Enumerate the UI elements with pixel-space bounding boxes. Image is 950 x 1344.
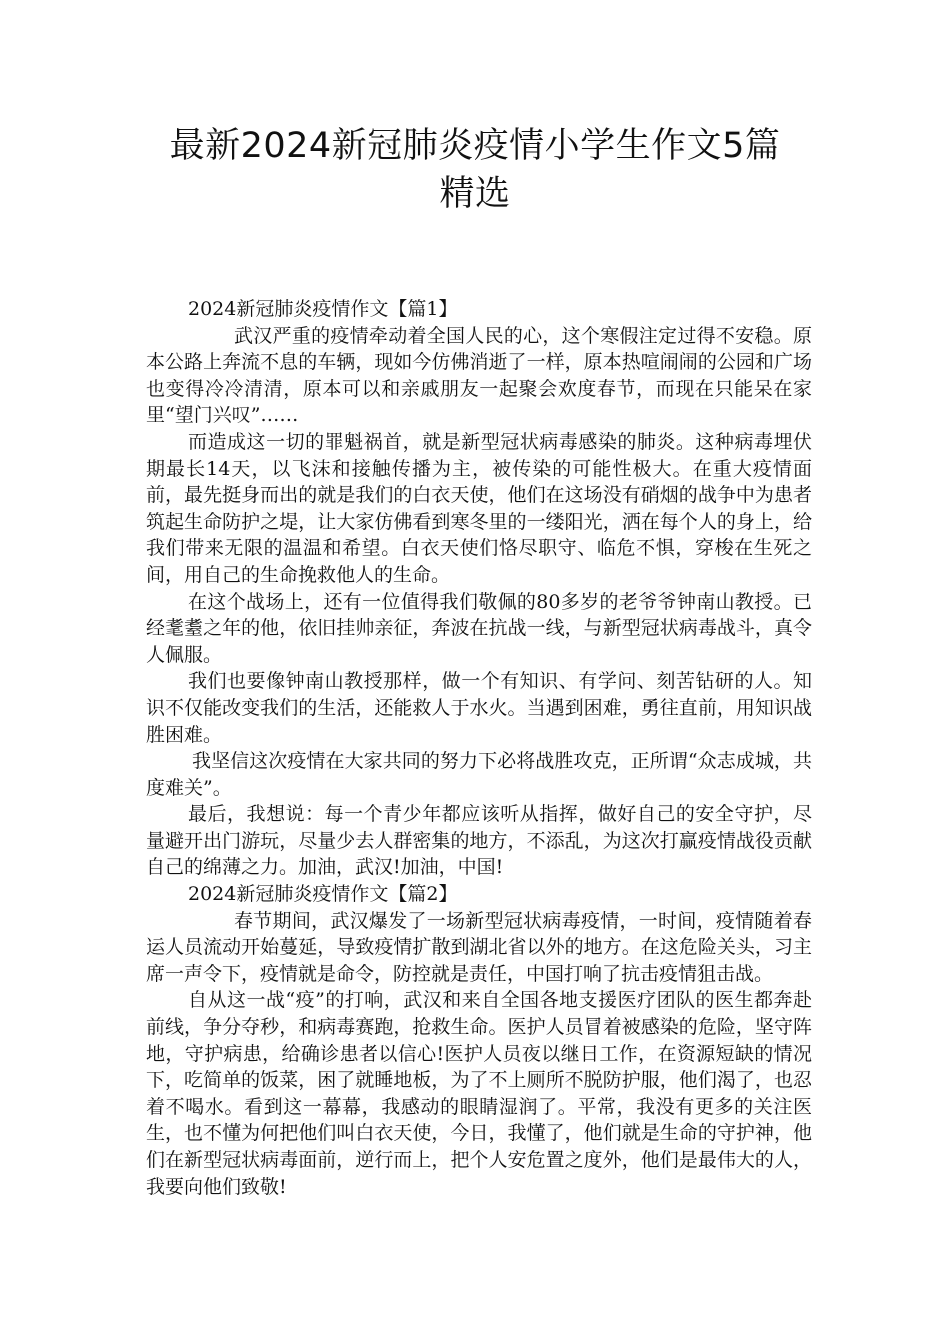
paragraph: 武汉严重的疫情牵动着全国人民的心，这个寒假注定过得不安稳。原本公路上奔流不息的车辆，现如今仿佛消逝了一样，原本热喧闹闹的公园和广场也变得冷冷清清，原本可以和亲戚朋友一起聚会欢度春节，而现在只能呆在家里“望门兴叹”……	[146, 324, 812, 427]
section-heading-2: 2024新冠肺炎疫情作文【篇2】	[188, 883, 458, 906]
paragraph: 在这个战场上，还有一位值得我们敬佩的80多岁的老爷爷钟南山教授。已经耄耋之年的他，依旧挂帅亲征，奔波在抗战一线，与新型冠状病毒战斗，真令人佩服。	[146, 590, 812, 666]
section-heading-1: 2024新冠肺炎疫情作文【篇1】	[188, 298, 458, 320]
paragraph: 春节期间，武汉爆发了一场新型冠状病毒疫情，一时间，疫情随着春运人员流动开始蔓延，导致疫情扩散到湖北省以外的地方。在这危险关头，习主席一声令下，疫情就是命令，防控就是责任，中国打响了抗击疫情狙击战。	[146, 909, 812, 985]
paragraph: 自从这一战“疫”的打响，武汉和来自全国各地支援医疗团队的医生都奔赴前线，争分夺秒，和病毒赛跑，抢救生命。医护人员冒着被感染的危险，坚守阵地，守护病患，给确诊患者以信心!医护人员夜以继日工作，在资源短缺的情况下，吃简单的饭菜，困了就睡地板，为了不上厕所不脱防护服，他们渴了，也忍着不喝水。看到这一幕幕，我感动的眼睛湿润了。平常，我没有更多的关注医生，也不懂为何把他们叫白衣天使，今日，我懂了，他们就是生命的守护神，他们在新型冠状病毒面前，逆行而上，把个人安危置之度外，他们是最伟大的人，我要向他们致敬!	[146, 989, 812, 1198]
paragraph: 我们也要像钟南山教授那样，做一个有知识、有学问、刻苦钻研的人。知识不仅能改变我们的生活，还能救人于水火。当遇到困难，勇往直前，用知识战胜困难。	[146, 670, 812, 746]
document-body	[146, 296, 812, 1200]
paragraph: 最后，我想说：每一个青少年都应该听从指挥，做好自己的安全守护，尽量避开出门游玩，尽量少去人群密集的地方，不添乱，为这次打赢疫情战役贡献自己的绵薄之力。加油，武汉!加油，中国!	[146, 803, 812, 879]
title-line-2: 精选	[439, 174, 511, 214]
paragraph: 而造成这一切的罪魁祸首，就是新型冠状病毒感染的肺炎。这种病毒埋伏期最长14天，以飞沫和接触传播为主，被传染的可能性极大。在重大疫情面前，最先挺身而出的就是我们的白衣天使，他们在这场没有硝烟的战争中为患者筑起生命防护之堤，让大家仿佛看到寒冬里的一缕阳光，洒在每个人的身上，给我们带来无限的温温和希望。白衣天使们恪尽职守、临危不惧，穿梭在生死之间，用自己的生命挽救他人的生命。	[146, 430, 812, 586]
title-line-1: 最新2024新冠肺炎疫情小学生作文5篇	[169, 126, 781, 166]
paragraph: 我坚信这次疫情在大家共同的努力下必将战胜攻克，正所谓“众志成城，共度难关”。	[146, 750, 812, 799]
document-title	[120, 122, 830, 218]
